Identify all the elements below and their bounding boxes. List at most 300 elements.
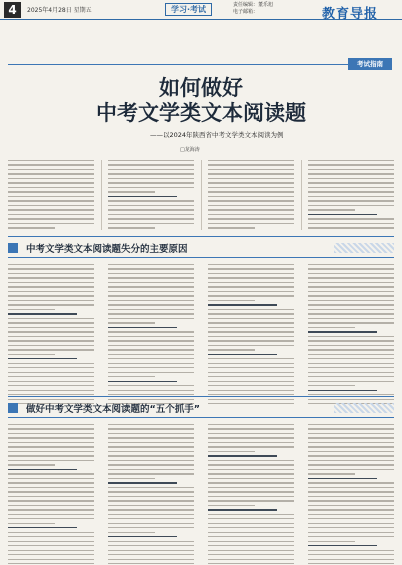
masthead — [0, 0, 402, 20]
text-line — [208, 200, 294, 201]
text-line — [108, 473, 194, 474]
text-line — [8, 381, 94, 382]
text-line — [208, 358, 294, 359]
text-line — [8, 554, 94, 555]
text-line — [8, 160, 94, 161]
text-line — [8, 286, 94, 287]
text-line — [8, 227, 55, 228]
text-line — [8, 300, 94, 301]
text-line — [8, 327, 94, 328]
text-line — [208, 550, 294, 551]
issue-date: 2025年4月28日 星期五 — [27, 7, 92, 14]
text-line — [108, 300, 194, 301]
text-line — [308, 200, 394, 201]
text-line — [308, 455, 394, 456]
text-line — [108, 451, 194, 452]
text-line — [8, 469, 77, 470]
text-line — [108, 482, 177, 483]
text-line — [308, 282, 394, 283]
text-line — [108, 182, 194, 183]
intro-column-3 — [208, 160, 294, 232]
text-line — [108, 178, 194, 179]
text-line — [208, 340, 294, 341]
text-line — [308, 536, 394, 537]
byline: □龙海涛 — [180, 147, 200, 153]
text-line — [108, 273, 194, 274]
text-line — [208, 164, 294, 165]
text-line — [8, 505, 94, 506]
text-line — [208, 223, 294, 224]
text-line — [208, 428, 294, 429]
text-line — [208, 496, 294, 497]
text-line — [308, 182, 394, 183]
text-line — [208, 478, 294, 479]
text-line — [108, 205, 194, 206]
text-line — [308, 340, 394, 341]
text-line — [108, 545, 194, 546]
text-line — [208, 559, 294, 560]
text-line — [308, 554, 394, 555]
text-line — [308, 473, 355, 474]
text-line — [308, 469, 394, 470]
text-line — [108, 268, 194, 269]
text-line — [8, 363, 94, 364]
text-line — [208, 173, 294, 174]
section2-column-1 — [8, 424, 94, 565]
text-line — [8, 523, 55, 524]
text-line — [8, 354, 55, 355]
text-line — [308, 205, 394, 206]
text-line — [108, 505, 194, 506]
text-line — [308, 532, 394, 533]
text-line — [208, 327, 294, 328]
text-line — [108, 354, 194, 355]
text-line — [308, 164, 394, 165]
text-line — [308, 509, 394, 510]
text-line — [8, 514, 94, 515]
text-line — [308, 460, 394, 461]
text-line — [108, 200, 194, 201]
text-line — [308, 487, 394, 488]
article-subtitle: ——以2024年陕西省中考文学类文本阅读为例 — [150, 131, 284, 139]
text-line — [308, 336, 394, 337]
text-block — [108, 160, 194, 232]
text-line — [208, 209, 294, 210]
text-line — [8, 563, 94, 564]
text-line — [208, 487, 294, 488]
text-line — [208, 304, 277, 305]
text-line — [108, 291, 194, 292]
text-line — [108, 469, 194, 470]
text-line — [8, 550, 94, 551]
text-line — [8, 277, 94, 278]
text-line — [308, 318, 394, 319]
text-line — [8, 264, 94, 265]
section-banner-1 — [8, 236, 394, 258]
paper-logo: 教育导报 — [322, 7, 379, 22]
text-line — [8, 295, 94, 296]
text-line — [8, 182, 94, 183]
text-line — [108, 336, 194, 337]
text-line — [308, 500, 394, 501]
section1-column-3 — [208, 264, 294, 408]
text-line — [8, 442, 94, 443]
text-line — [8, 268, 94, 269]
text-line — [8, 205, 94, 206]
intro-column-1 — [8, 160, 94, 232]
text-line — [8, 282, 94, 283]
text-line — [208, 291, 294, 292]
text-line — [208, 277, 294, 278]
text-line — [208, 385, 294, 386]
text-line — [308, 390, 377, 391]
text-line — [108, 286, 194, 287]
text-line — [108, 340, 194, 341]
text-line — [208, 300, 255, 301]
text-line — [8, 541, 94, 542]
text-line — [8, 223, 94, 224]
text-line — [208, 451, 255, 452]
text-line — [208, 349, 255, 350]
text-line — [308, 385, 355, 386]
text-line — [208, 336, 294, 337]
text-line — [8, 291, 94, 292]
text-line — [8, 322, 94, 323]
text-line — [8, 191, 94, 192]
text-line — [208, 322, 294, 323]
text-line — [208, 460, 294, 461]
text-line — [8, 446, 94, 447]
editor-info — [233, 2, 273, 16]
text-line — [108, 496, 194, 497]
text-line — [208, 187, 294, 188]
text-line — [108, 390, 194, 391]
text-line — [308, 273, 394, 274]
text-line — [108, 424, 194, 425]
text-line — [8, 187, 94, 188]
text-line — [208, 309, 294, 310]
text-line — [108, 327, 177, 328]
text-line — [108, 464, 194, 465]
text-line — [308, 218, 394, 219]
text-block — [8, 160, 94, 232]
text-line — [208, 536, 294, 537]
text-line — [8, 455, 94, 456]
text-line — [208, 390, 294, 391]
text-line — [208, 331, 294, 332]
text-line — [308, 424, 394, 425]
text-line — [8, 536, 94, 537]
text-line — [8, 518, 94, 519]
text-line — [108, 376, 155, 377]
editor-name: 责任编辑：董乐旭 — [233, 2, 274, 8]
text-line — [8, 509, 94, 510]
text-line — [208, 286, 294, 287]
text-line — [108, 227, 155, 228]
text-line — [108, 509, 194, 510]
text-line — [308, 541, 355, 542]
text-line — [108, 381, 177, 382]
text-line — [208, 455, 277, 456]
text-line — [8, 390, 94, 391]
text-line — [108, 446, 194, 447]
text-line — [308, 358, 394, 359]
text-line — [208, 433, 294, 434]
text-line — [108, 460, 194, 461]
text-line — [308, 354, 394, 355]
text-line — [108, 349, 194, 350]
article-headline — [0, 76, 402, 126]
text-line — [208, 437, 294, 438]
text-block — [308, 424, 394, 565]
text-line — [208, 523, 294, 524]
text-line — [308, 178, 394, 179]
text-line — [308, 451, 394, 452]
section2-column-2 — [108, 424, 194, 565]
text-line — [208, 554, 294, 555]
text-line — [208, 227, 255, 228]
text-line — [8, 376, 94, 377]
text-line — [308, 367, 394, 368]
text-block — [308, 264, 394, 408]
text-line — [308, 478, 377, 479]
text-line — [308, 527, 394, 528]
text-line — [8, 214, 94, 215]
text-line — [8, 545, 94, 546]
text-line — [208, 381, 294, 382]
text-line — [208, 264, 294, 265]
text-line — [8, 313, 77, 314]
text-line — [108, 282, 194, 283]
text-line — [108, 304, 194, 305]
text-line — [308, 464, 394, 465]
text-line — [8, 491, 94, 492]
text-line — [8, 437, 94, 438]
text-line — [8, 473, 94, 474]
text-line — [208, 514, 294, 515]
text-line — [308, 327, 355, 328]
text-line — [308, 227, 394, 228]
text-line — [108, 218, 194, 219]
text-line — [8, 372, 94, 373]
text-line — [108, 527, 194, 528]
text-line — [108, 196, 177, 197]
text-line — [8, 487, 94, 488]
text-line — [308, 376, 394, 377]
text-line — [108, 437, 194, 438]
text-line — [308, 277, 394, 278]
text-line — [308, 191, 394, 192]
text-line — [8, 169, 94, 170]
text-line — [308, 173, 394, 174]
text-line — [208, 500, 294, 501]
text-line — [308, 446, 394, 447]
text-line — [308, 309, 394, 310]
section-title-1: 中考文学类文本阅读题失分的主要原因 — [26, 244, 188, 255]
text-line — [108, 491, 194, 492]
text-line — [108, 345, 194, 346]
text-line — [108, 541, 194, 542]
banner-marker — [8, 403, 18, 413]
text-line — [108, 385, 194, 386]
text-line — [108, 372, 194, 373]
intro-column-4 — [308, 160, 394, 232]
text-line — [308, 169, 394, 170]
text-line — [108, 367, 194, 368]
text-line — [108, 223, 194, 224]
section1-column-2 — [108, 264, 194, 408]
text-block — [108, 264, 194, 408]
text-line — [208, 191, 294, 192]
text-line — [308, 331, 377, 332]
text-line — [308, 442, 394, 443]
text-block — [108, 424, 194, 565]
text-line — [308, 304, 394, 305]
text-line — [108, 487, 194, 488]
text-line — [308, 482, 394, 483]
banner-marker — [8, 243, 18, 253]
text-block — [208, 424, 294, 565]
text-line — [8, 273, 94, 274]
text-line — [308, 268, 394, 269]
text-line — [108, 550, 194, 551]
text-line — [308, 505, 394, 506]
text-line — [308, 223, 394, 224]
text-line — [308, 496, 394, 497]
column-divider — [101, 160, 102, 230]
text-line — [108, 318, 194, 319]
column-divider — [201, 160, 202, 230]
text-line — [8, 460, 94, 461]
text-line — [8, 482, 94, 483]
text-line — [108, 309, 194, 310]
text-line — [308, 523, 394, 524]
text-line — [8, 304, 94, 305]
text-line — [8, 331, 94, 332]
text-line — [208, 541, 294, 542]
text-line — [208, 318, 294, 319]
text-line — [308, 518, 394, 519]
text-block — [208, 264, 294, 408]
text-line — [308, 300, 394, 301]
column-tag: 考试指南 — [348, 58, 392, 70]
text-line — [8, 527, 77, 528]
text-line — [308, 381, 394, 382]
page-number: 4 — [4, 2, 21, 18]
text-line — [108, 478, 155, 479]
text-line — [8, 345, 94, 346]
headline-line-2: 中考文学类文本阅读题 — [96, 101, 306, 125]
text-line — [308, 563, 394, 564]
text-line — [208, 527, 294, 528]
text-line — [8, 309, 55, 310]
text-line — [108, 187, 194, 188]
section1-column-1 — [8, 264, 94, 408]
text-line — [208, 182, 294, 183]
section1-column-4 — [308, 264, 394, 408]
text-line — [108, 536, 177, 537]
text-line — [108, 559, 194, 560]
text-line — [108, 428, 194, 429]
text-line — [108, 331, 194, 332]
text-line — [8, 336, 94, 337]
tag-rule — [8, 64, 348, 65]
text-line — [308, 491, 394, 492]
text-line — [8, 500, 94, 501]
text-line — [308, 209, 355, 210]
text-line — [308, 559, 394, 560]
text-line — [108, 160, 194, 161]
text-line — [308, 372, 394, 373]
text-line — [108, 264, 194, 265]
text-line — [108, 358, 194, 359]
text-line — [308, 433, 394, 434]
column-divider — [301, 160, 302, 230]
text-line — [208, 282, 294, 283]
text-line — [108, 455, 194, 456]
text-line — [208, 205, 294, 206]
text-line — [308, 428, 394, 429]
text-line — [208, 178, 294, 179]
text-line — [308, 363, 394, 364]
banner-pattern — [334, 243, 394, 253]
text-line — [8, 178, 94, 179]
text-line — [108, 295, 194, 296]
text-line — [8, 532, 94, 533]
text-line — [8, 496, 94, 497]
text-line — [208, 196, 294, 197]
text-line — [8, 424, 94, 425]
text-line — [308, 214, 377, 215]
text-line — [308, 196, 394, 197]
text-line — [8, 209, 94, 210]
editor-email: 电子邮箱： — [233, 9, 259, 15]
text-line — [308, 160, 394, 161]
text-line — [208, 345, 294, 346]
text-line — [208, 295, 294, 296]
text-line — [308, 514, 394, 515]
text-line — [108, 554, 194, 555]
text-line — [308, 545, 377, 546]
text-line — [208, 545, 294, 546]
text-line — [8, 433, 94, 434]
text-line — [308, 264, 394, 265]
text-line — [8, 451, 94, 452]
text-line — [8, 367, 94, 368]
text-line — [108, 209, 194, 210]
text-line — [208, 367, 294, 368]
text-line — [208, 376, 294, 377]
text-line — [108, 500, 194, 501]
text-line — [308, 322, 394, 323]
text-line — [308, 437, 394, 438]
section2-column-3 — [208, 424, 294, 565]
text-line — [108, 532, 155, 533]
text-line — [8, 340, 94, 341]
text-line — [208, 313, 294, 314]
text-line — [308, 286, 394, 287]
text-line — [208, 424, 294, 425]
text-line — [208, 273, 294, 274]
text-line — [108, 164, 194, 165]
section-title-2: 做好中考文学类文本阅读题的“五个抓手” — [26, 404, 200, 415]
text-line — [308, 187, 394, 188]
text-line — [208, 363, 294, 364]
text-line — [208, 354, 277, 355]
text-line — [208, 214, 294, 215]
text-line — [8, 218, 94, 219]
text-line — [208, 268, 294, 269]
